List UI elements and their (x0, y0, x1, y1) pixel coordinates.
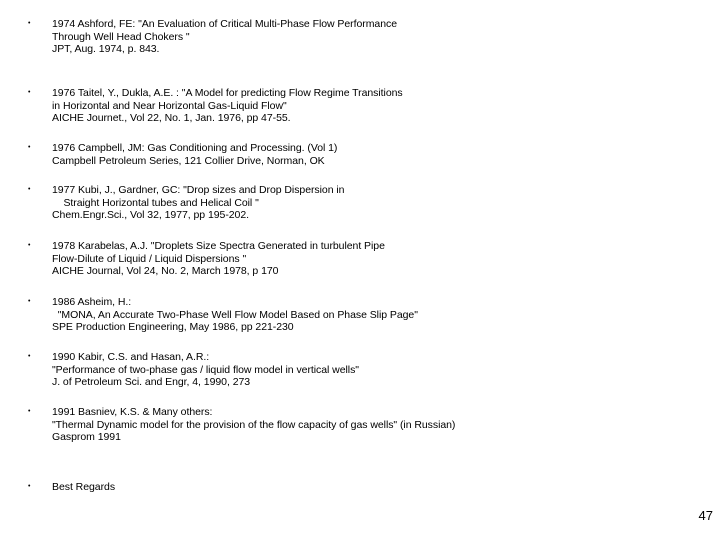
reference-line: J. of Petroleum Sci. and Engr, 4, 1990, 273 (52, 376, 251, 388)
reference-text (52, 240, 692, 278)
page-number: 47 (698, 508, 713, 523)
reference-line: "MONA, An Accurate Two-Phase Well Flow Model Based on Phase Slip Page" (52, 308, 418, 321)
reference-text (52, 142, 692, 167)
reference-line: 1978 Karabelas, A.J. "Droplets Size Spectra Generated in turbulent Pipe (52, 240, 385, 252)
reference-line: "Performance of two-phase gas / liquid flow model in vertical wells" (52, 363, 359, 376)
reference-line: 1990 Kabir, C.S. and Hasan, A.R.: (52, 351, 210, 363)
reference-line: 1991 Basniev, K.S. & Many others: (52, 406, 213, 418)
reference-line: JPT, Aug. 1974, p. 843. (52, 43, 160, 55)
bullet-icon: • (28, 89, 31, 96)
reference-text (52, 184, 692, 222)
reference-line: Through Well Head Chokers " (52, 30, 190, 43)
reference-line: 1977 Kubi, J., Gardner, GC: "Drop sizes and Drop Dispersion in (52, 184, 345, 196)
reference-line: 1976 Campbell, JM: Gas Conditioning and Processing. (Vol 1) (52, 142, 338, 154)
reference-text (52, 296, 692, 334)
reference-line: AICHE Journal, Vol 24, No. 2, March 1978, p 170 (52, 265, 279, 277)
reference-line: Chem.Engr.Sci., Vol 32, 1977, pp 195-202. (52, 209, 249, 221)
reference-line: in Horizontal and Near Horizontal Gas-Liquid Flow" (52, 99, 287, 112)
bullet-icon: • (28, 242, 31, 249)
reference-text (52, 18, 692, 56)
reference-text (52, 406, 692, 444)
reference-text (52, 87, 692, 125)
bullet-icon: • (28, 408, 31, 415)
reference-line: Flow-Dilute of Liquid / Liquid Dispersions " (52, 252, 247, 265)
reference-line: Campbell Petroleum Series, 121 Collier Drive, Norman, OK (52, 154, 325, 167)
reference-line: Straight Horizontal tubes and Helical Coil " (52, 196, 259, 209)
bullet-icon: • (28, 20, 31, 27)
reference-line: Gasprom 1991 (52, 431, 121, 443)
reference-line: 1976 Taitel, Y., Dukla, A.E. : "A Model for predicting Flow Regime Transitions (52, 87, 403, 99)
bullet-icon: • (28, 483, 31, 490)
bullet-icon: • (28, 298, 31, 305)
reference-text (52, 351, 692, 389)
bullet-icon: • (28, 353, 31, 360)
reference-line: 1974 Ashford, FE: "An Evaluation of Critical Multi-Phase Flow Performance (52, 18, 397, 30)
reference-text (52, 481, 692, 494)
reference-line: SPE Production Engineering, May 1986, pp 221-230 (52, 321, 294, 333)
reference-line: "Thermal Dynamic model for the provision of the flow capacity of gas wells" (in Russian) (52, 418, 456, 431)
reference-line: 1986 Asheim, H.: (52, 296, 132, 308)
reference-line: Best Regards (52, 481, 116, 493)
bullet-icon: • (28, 186, 31, 193)
bullet-icon: • (28, 144, 31, 151)
reference-line: AICHE Journet., Vol 22, No. 1, Jan. 1976, pp 47-55. (52, 112, 291, 124)
